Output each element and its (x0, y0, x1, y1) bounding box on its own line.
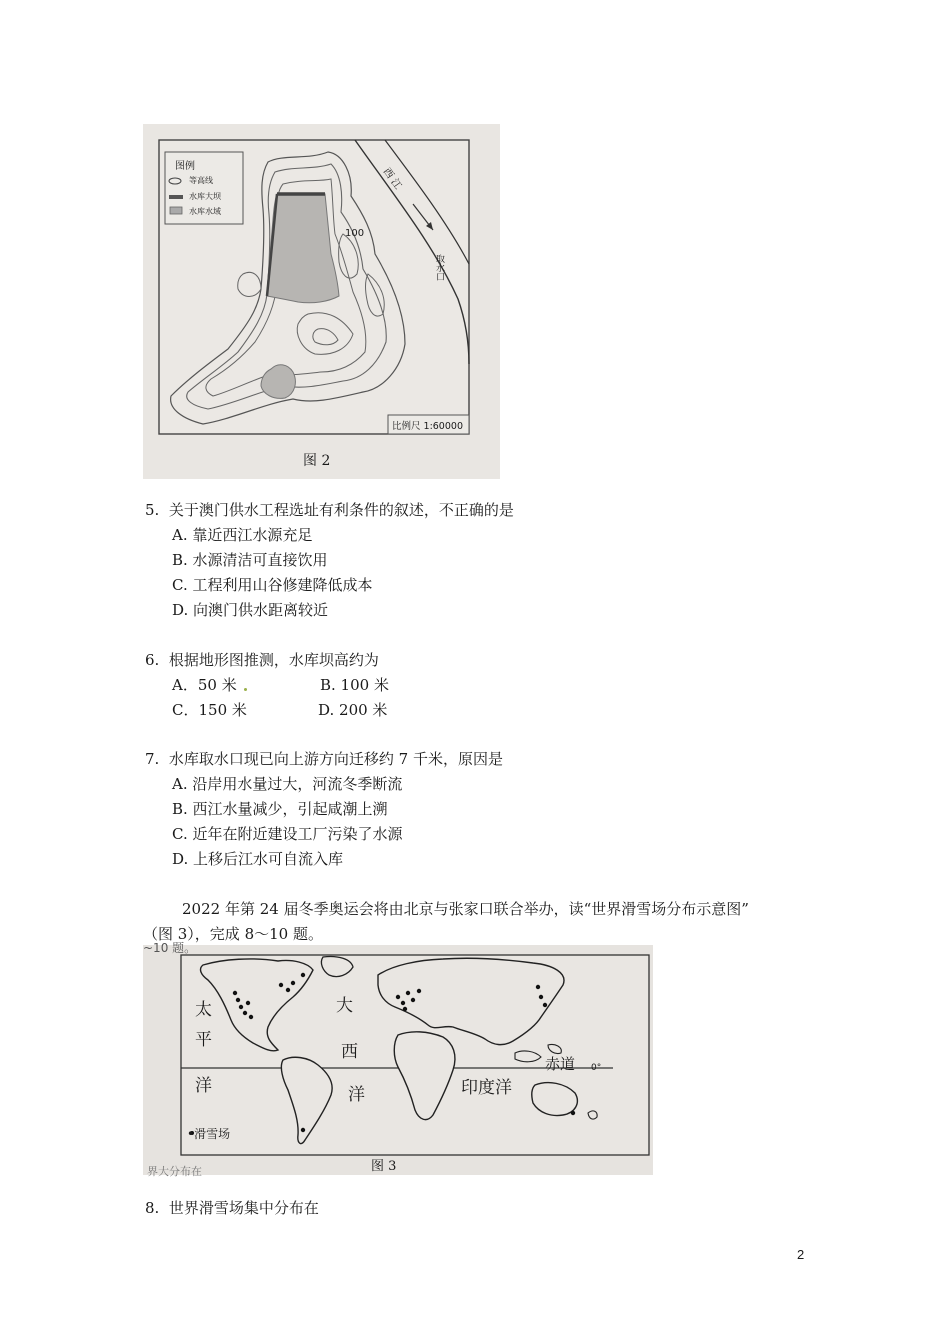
question-5-stem (145, 498, 514, 523)
intro-line-2: （图 3），完成 8～10 题。 (143, 925, 323, 943)
question-6-stem (145, 648, 379, 673)
atlantic-label-2: 西 (341, 1042, 358, 1062)
question-8-stem (145, 1196, 319, 1221)
question-6-text: 根据地形图推测，水库坝高约为 (168, 651, 379, 669)
contour-value-label: 100 (345, 228, 365, 239)
question-5-option-c: C. 工程利用山谷修建降低成本 (172, 576, 373, 594)
question-5-option-b: B. 水源清洁可直接饮用 (172, 551, 328, 569)
legend-item-reservoir: 水库水域 (189, 207, 221, 216)
equator-label: 赤道 (545, 1055, 576, 1073)
stray-mark (244, 688, 247, 691)
atlantic-label-1: 大 (336, 996, 353, 1016)
figure-3-caption: 图 3 (371, 1159, 397, 1174)
ski-resort-legend: •滑雪场 (187, 1127, 231, 1141)
question-6-option-d: D. 200 米 (318, 701, 388, 719)
page-number: 2 (797, 1247, 805, 1262)
legend-item-dam: 水库大坝 (189, 192, 221, 201)
figure-2-caption: 图 2 (303, 453, 331, 469)
scale-label: 比例尺 1:60000 (392, 421, 463, 432)
question-6-option-c: C．150 米 (172, 701, 247, 719)
reservoir-area-icon (170, 207, 182, 214)
question-5-option-d: D. 向澳门供水距离较近 (172, 601, 329, 619)
question-7-option-c: C. 近年在附近建设工厂污染了水源 (172, 825, 403, 843)
pacific-label-3: 洋 (195, 1076, 212, 1096)
question-5-text: 关于澳门供水工程选址有利条件的叙述，不正确的是 (168, 501, 514, 519)
intro-line-1: 2022 年第 24 届冬季奥运会将由北京与张家口联合举办，读“世界滑雪场分布示意图” (182, 900, 749, 918)
question-7-text: 水库取水口现已向上游方向迁移约 7 千米，原因是 (168, 750, 503, 768)
dam-icon (169, 195, 183, 199)
intake-label: 取水口 (434, 254, 444, 281)
question-7-option-b: B. 西江水量减少，引起咸潮上溯 (172, 800, 388, 818)
question-7-stem (145, 747, 503, 772)
atlantic-label-3: 洋 (348, 1085, 365, 1105)
equator-degree-label: 0° (591, 1063, 602, 1073)
question-8-text: 世界滑雪场集中分布在 (168, 1199, 319, 1217)
figure-2 (143, 124, 500, 479)
legend-item-contour: 等高线 (189, 176, 213, 185)
figure-3 (143, 941, 653, 1178)
question-7-option-a: A. 沿岸用水量过大，河流冬季断流 (172, 775, 403, 793)
top-fragment-text: ~10 题。 (143, 941, 197, 955)
bottom-fragment-text: 界大分布在 (147, 1165, 202, 1178)
question-6-number: 6. (145, 651, 160, 669)
question-7-number: 7. (145, 750, 160, 768)
question-5-number: 5. (145, 501, 160, 519)
river-label: 西 江 (380, 166, 404, 192)
indian-ocean-label: 印度洋 (461, 1078, 512, 1098)
question-5-option-a: A. 靠近西江水源充足 (172, 526, 313, 544)
pacific-label-2: 平 (195, 1030, 212, 1050)
legend-title: 图例 (175, 161, 195, 172)
question-6-option-a: A．50 米 (172, 676, 237, 694)
question-6-option-b: B. 100 米 (320, 676, 389, 694)
question-7-option-d: D. 上移后江水可自流入库 (172, 850, 344, 868)
question-8-number: 8. (145, 1199, 160, 1217)
pacific-label-1: 太 (195, 1000, 212, 1020)
